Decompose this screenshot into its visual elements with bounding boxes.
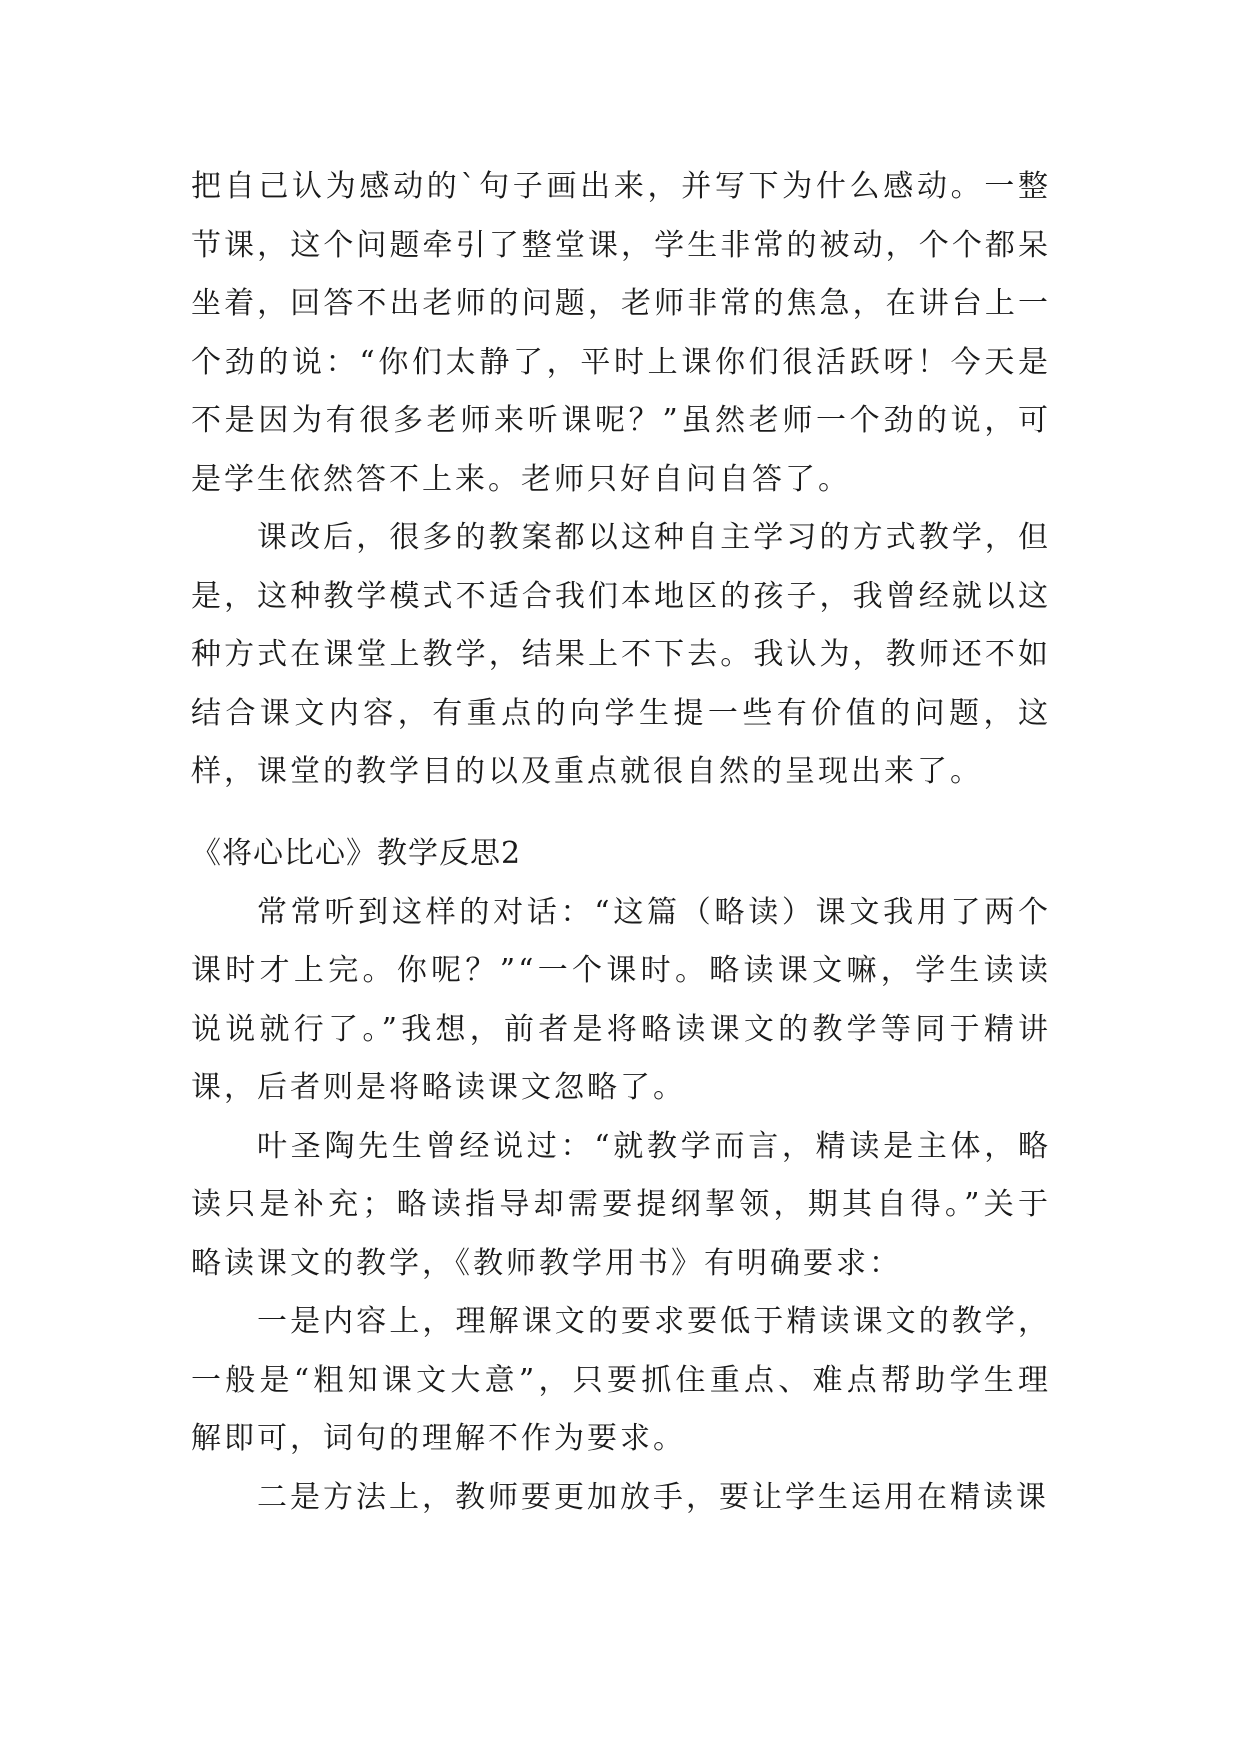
- section-1: [191, 158, 1051, 802]
- paragraph: 课改后，很多的教案都以这种自主学习的方式教学，但是，这种教学模式不适合我们本地区的孩子，我曾经就以这种方式在课堂上教学，结果上不下去。我认为，教师还不如结合课文内容，有重点的向学生提一些有价值的问题，这样，课堂的教学目的以及重点就很自然的呈现出来了。: [191, 520, 1051, 789]
- paragraph: 叶圣陶先生曾经说过：“就教学而言，精读是主体，略读只是补充；略读指导却需要提纲挈领，期其自得。”关于略读课文的教学，《教师教学用书》有明确要求：: [191, 1128, 1051, 1281]
- paragraph: 常常听到这样的对话：“这篇（略读）课文我用了两个课时才上完。你呢？”“一个课时。略读课文嘛，学生读读说说就行了。”我想，前者是将略读课文的教学等同于精讲课，后者则是将略读课文忽略了。: [191, 894, 1051, 1105]
- section-2: [191, 825, 1051, 1527]
- paragraph-continuation: 把自己认为感动的`句子画出来，并写下为什么感动。一整节课，这个问题牵引了整堂课，学生非常的被动，个个都呆坐着，回答不出老师的问题，老师非常的焦急，在讲台上一个劲的说：“你们太静了，平时上课你们很活跃呀！今天是不是因为有很多老师来听课呢？”虽然老师一个劲的说，可是学生依然答不上来。老师只好自问自答了。: [191, 169, 1051, 497]
- paragraph: 二是方法上，教师要更加放手，要让学生运用在精读课: [257, 1479, 1049, 1515]
- paragraph: 一是内容上，理解课文的要求要低于精读课文的教学，一般是“粗知课文大意”，只要抓住重点、难点帮助学生理解即可，词句的理解不作为要求。: [191, 1304, 1051, 1456]
- section-heading: 《将心比心》教学反思2: [191, 836, 522, 871]
